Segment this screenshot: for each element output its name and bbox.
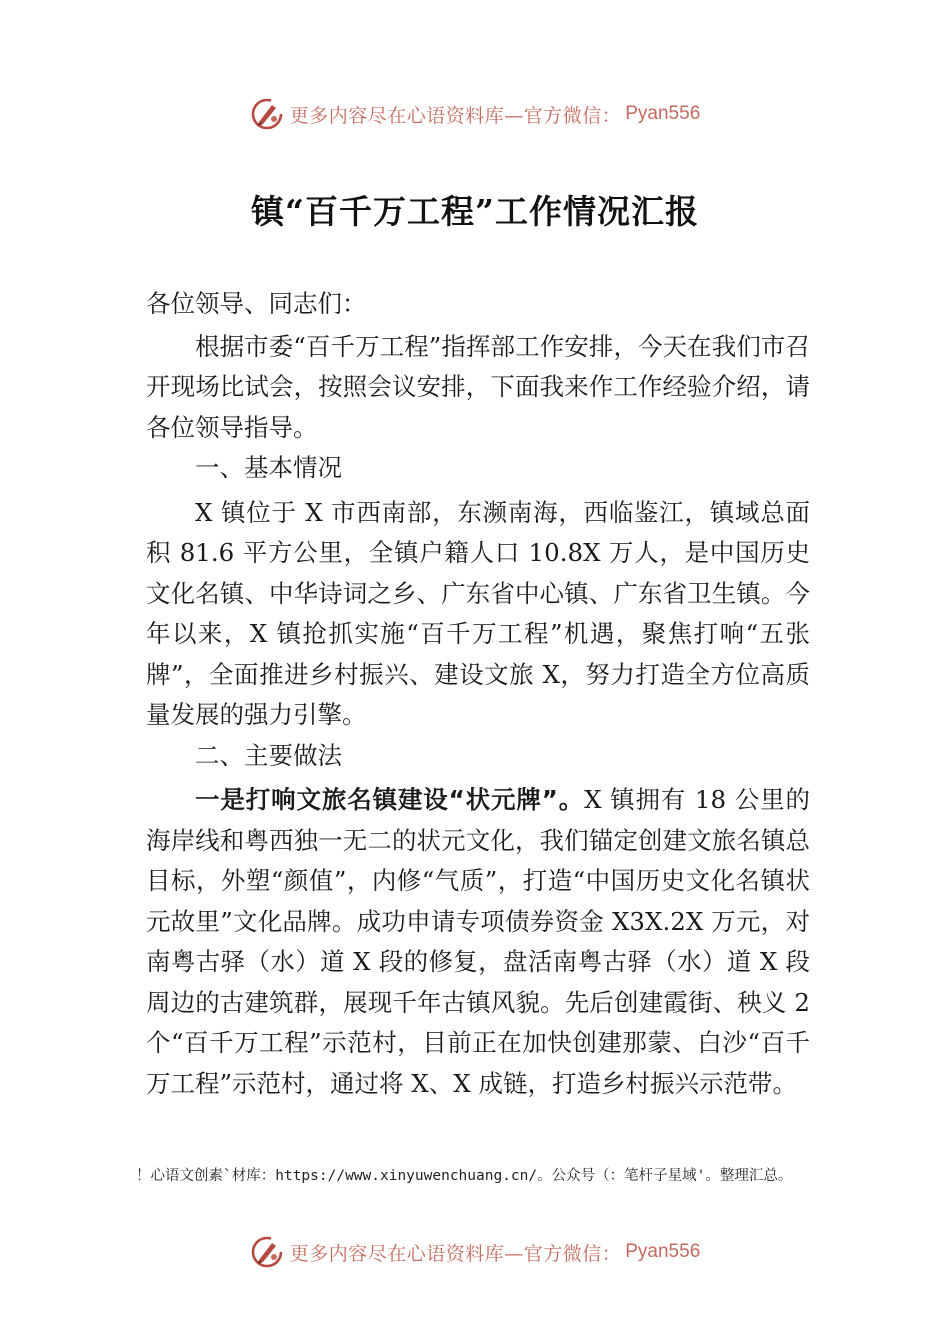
document-body <box>146 284 810 1104</box>
bottom-banner <box>0 1232 950 1272</box>
top-banner <box>0 94 950 134</box>
point1-body: X 镇拥有 18 公里的海岸线和粤西独一无二的状元文化，我们锚定创建文旅名镇总目标，外塑“颜值”，内修“气质”，打造“中国历史文化名镇状元故里”文化品牌。成功申请专项债券资金 X3X.2X 万元，对南粤古驿（水）道 X 段的修复，盘活南粤古驿（水）道 X 段周边的古建筑群，展现千年古镇风貌。先后创建霞街、秧义 2 个“百千万工程”示范村，目前正在加快创建那蒙、白沙“百千万工程”示范村，通过将 X、X 成链，打造乡村振兴示范带。 <box>146 785 810 1098</box>
greeting: 各位领导、同志们： <box>146 289 367 318</box>
intro-paragraph: 根据市委“百千万工程”指挥部工作安排，今天在我们市召开现场比试会，按照会议安排，下面我来作工作经验介绍，请各位领导指导。 <box>146 331 810 442</box>
banner-text: 更多内容尽在心语资料库—官方微信： <box>289 104 622 127</box>
pen-seal-icon <box>250 97 284 131</box>
section-heading-basic: 一、基本情况 <box>195 453 342 482</box>
banner-wechat-id: Pyan556 <box>625 103 701 124</box>
source-footnote: ！心语文创素`材库：https://www.xinyuwenchuang.cn/。公众号（：笔杆子星域'。整理汇总。 <box>136 1168 793 1184</box>
section-heading-practices: 二、主要做法 <box>195 740 342 770</box>
point1-lead: 一是打响文旅名镇建设“状元牌”。 <box>195 785 585 814</box>
banner-text: 更多内容尽在心语资料库—官方微信： <box>289 1242 622 1265</box>
point1-paragraph <box>146 780 810 1104</box>
section-basic-paragraph: X 镇位于 X 市西南部，东濒南海，西临鉴江，镇域总面积 81.6 平方公里，全镇户籍人口 10.8X 万人，是中国历史文化名镇、中华诗词之乡、广东省中心镇、广东省卫生镇。今年以来，X 镇抢抓实施“百千万工程”机遇，聚焦打响“五张牌”，全面推进乡村振兴、建设文旅 X，努力打造全方位高质量发展的强力引擎。 <box>146 497 810 729</box>
document-title: 镇“百千万工程”工作情况汇报 <box>251 192 699 231</box>
banner-wechat-id: Pyan556 <box>625 1241 701 1262</box>
pen-seal-icon <box>250 1235 284 1269</box>
